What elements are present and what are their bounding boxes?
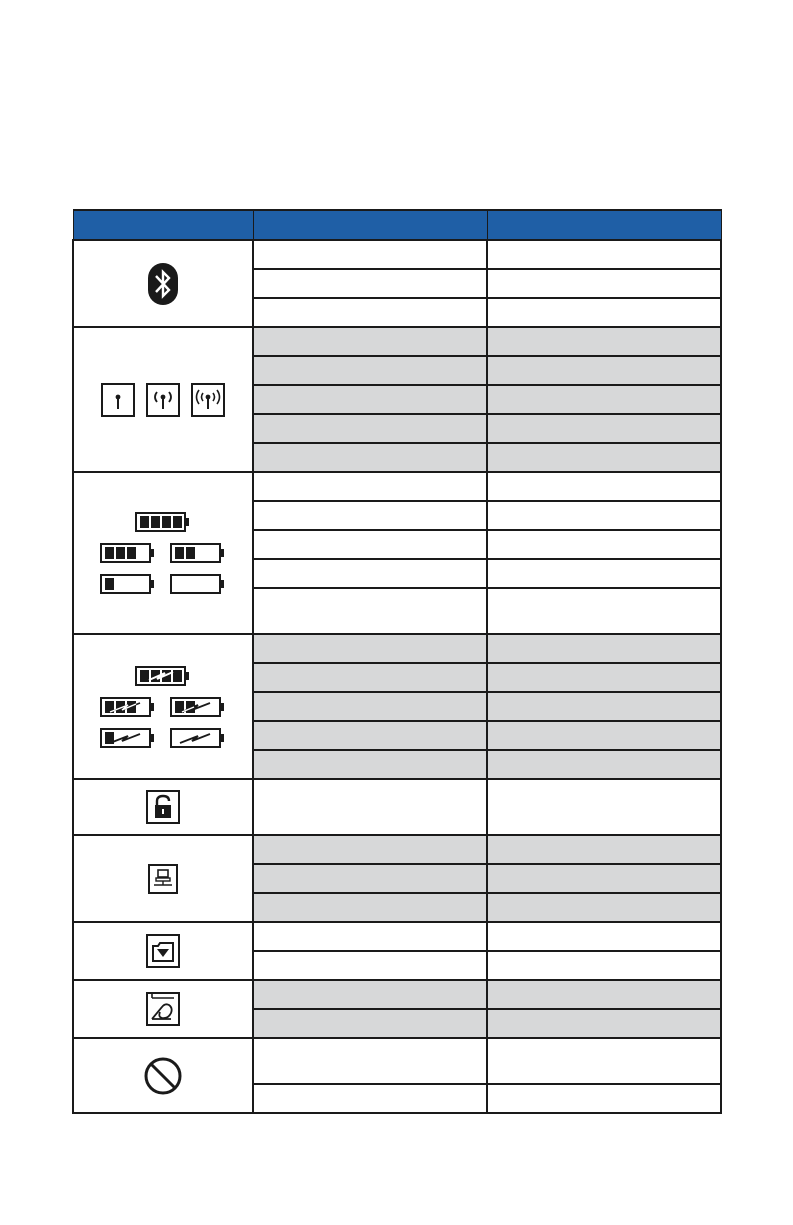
table-cell — [253, 327, 487, 356]
table-cell — [253, 721, 487, 750]
table-cell — [253, 588, 487, 634]
table-cell — [253, 298, 487, 327]
table-cell — [487, 298, 721, 327]
status-icon-table — [72, 209, 722, 1114]
table-cell — [253, 443, 487, 472]
table-row — [73, 240, 721, 269]
table-cell — [487, 559, 721, 588]
table-cell — [253, 835, 487, 864]
battery-charging-3-icon — [100, 697, 156, 717]
table-cell — [487, 1038, 721, 1084]
network-computer-icon — [148, 864, 178, 894]
table-row — [73, 1038, 721, 1084]
table-cell — [253, 1084, 487, 1113]
table-cell — [253, 269, 487, 298]
table-cell — [487, 692, 721, 721]
table-cell — [253, 1009, 487, 1038]
table-cell — [253, 472, 487, 501]
table-cell — [487, 327, 721, 356]
table-cell — [253, 893, 487, 922]
table-row — [73, 472, 721, 501]
wifi-signal-low-icon — [146, 383, 180, 417]
table-cell — [487, 1009, 721, 1038]
icon-cell-bluetooth — [73, 240, 253, 327]
battery-charging-1-icon — [100, 728, 156, 748]
table-cell — [253, 1038, 487, 1084]
header-status-column — [253, 210, 487, 240]
table-cell — [253, 501, 487, 530]
table-cell — [487, 356, 721, 385]
paper-roll-icon — [146, 992, 180, 1026]
icon-cell-prohibited — [73, 1038, 253, 1113]
table-cell — [253, 634, 487, 663]
icon-cell-media — [73, 922, 253, 980]
table-cell — [253, 663, 487, 692]
table-cell — [487, 750, 721, 779]
table-cell — [487, 530, 721, 559]
table-cell — [487, 414, 721, 443]
table-cell — [487, 951, 721, 980]
table-cell — [487, 864, 721, 893]
table-cell — [487, 472, 721, 501]
battery-charging-4-icon — [135, 666, 191, 686]
table-cell — [253, 922, 487, 951]
battery-charging-0-icon — [170, 728, 226, 748]
header-description-column — [487, 210, 721, 240]
table-row — [73, 922, 721, 951]
table-cell — [253, 750, 487, 779]
table-cell — [487, 634, 721, 663]
table-cell — [487, 980, 721, 1009]
table-cell — [253, 779, 487, 835]
table-cell — [487, 269, 721, 298]
table-row — [73, 327, 721, 356]
table-cell — [253, 864, 487, 893]
icon-cell-charging — [73, 634, 253, 779]
table-cell — [487, 922, 721, 951]
table-cell — [253, 692, 487, 721]
table-row — [73, 835, 721, 864]
prohibited-icon — [143, 1056, 183, 1096]
table-cell — [487, 588, 721, 634]
battery-level-1-icon — [100, 574, 156, 594]
battery-level-0-icon — [170, 574, 226, 594]
icon-cell-lock — [73, 779, 253, 835]
header-icon-column — [73, 210, 253, 240]
icon-cell-paper — [73, 980, 253, 1038]
table-cell — [487, 893, 721, 922]
table-cell — [487, 779, 721, 835]
wifi-signal-full-icon — [191, 383, 225, 417]
table-row — [73, 779, 721, 835]
table-cell — [487, 721, 721, 750]
table-cell — [487, 501, 721, 530]
table-cell — [487, 835, 721, 864]
icon-cell-battery — [73, 472, 253, 634]
table-cell — [487, 385, 721, 414]
table-row — [73, 980, 721, 1009]
table-cell — [253, 414, 487, 443]
table-cell — [487, 663, 721, 692]
table-cell — [253, 530, 487, 559]
battery-charging-2-icon — [170, 697, 226, 717]
table-cell — [253, 559, 487, 588]
bluetooth-icon — [147, 262, 179, 306]
table-cell — [253, 240, 487, 269]
padlock-icon — [146, 790, 180, 824]
battery-level-3-icon — [100, 543, 156, 563]
battery-level-4-icon — [135, 512, 191, 532]
table-row — [73, 634, 721, 663]
battery-level-2-icon — [170, 543, 226, 563]
table-cell — [253, 980, 487, 1009]
media-cover-icon — [146, 934, 180, 968]
table-cell — [487, 240, 721, 269]
table-cell — [253, 356, 487, 385]
table-cell — [253, 951, 487, 980]
table-cell — [487, 443, 721, 472]
table-cell — [487, 1084, 721, 1113]
icon-cell-wireless — [73, 327, 253, 472]
wifi-signal-none-icon — [101, 383, 135, 417]
table-header-row — [73, 210, 721, 240]
icon-cell-network — [73, 835, 253, 922]
table-cell — [253, 385, 487, 414]
